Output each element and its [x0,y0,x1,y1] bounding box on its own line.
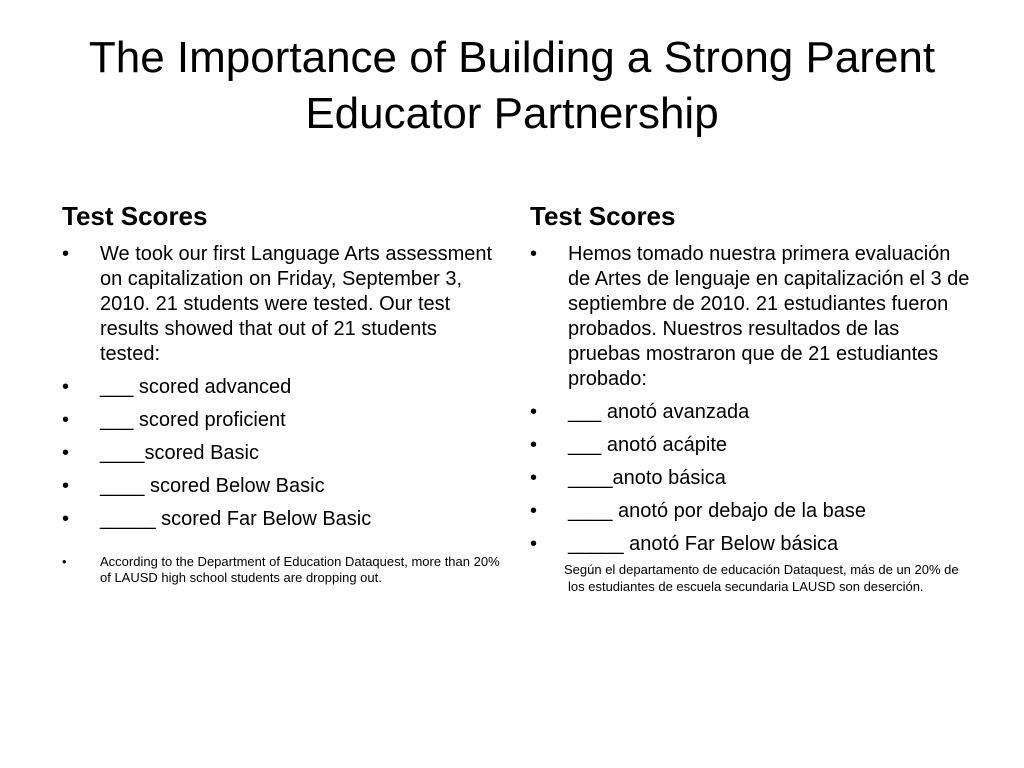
bullet-icon: • [530,467,538,489]
left-bullet-below-basic [62,474,502,499]
bullet-icon: • [62,376,70,398]
bullet-icon: • [530,401,538,423]
left-bullet-text: _____ scored Far Below Basic [100,508,372,530]
right-bullet-text: ___ anotó acápite [568,434,728,456]
bullet-icon: • [62,554,67,569]
right-bullet-text: Hemos tomado nuestra primera evaluación de Artes de lenguaje en capitalización el 3 de septiembre de 2010. 21 estudiantes fueron probados. Nuestros resultados de las pruebas mostraron que de 21 estudiantes probado: [568,243,970,390]
slide-title: The Importance of Building a Strong Parent Educator Partnership [88,33,936,138]
right-column [530,198,970,595]
bullet-icon: • [530,434,538,456]
bullet-icon: • [62,409,70,431]
left-bullet-text: We took our first Language Arts assessment on capitalization on Friday, September 3, 2010. 21 students were tested. Our test results showed that out of 21 students tested: [100,243,493,365]
right-bullet-below-basic [530,499,970,524]
bullet-icon: • [62,475,70,497]
right-bullet-text: ____ anotó por debajo de la base [568,500,867,522]
left-bullet-text: ____ scored Below Basic [100,475,325,497]
bullet-icon: • [62,442,70,464]
left-bullet-list [62,242,502,586]
bullet-icon: • [530,243,538,265]
right-bullet-text: ____anoto básica [568,467,726,489]
left-bullet-text: ___ scored advanced [100,376,292,398]
right-footnote: Según el departamento de educación Dataquest, más de un 20% de los estudiantes de escuela secundaria LAUSD son deserción. [564,562,959,594]
bullet-icon: • [62,508,70,530]
left-bullet-text: ___ scored proficient [100,409,286,431]
right-bullet-list [530,242,970,557]
left-bullet-proficient [62,408,502,433]
left-bullet-basic [62,441,502,466]
right-bullet-basic [530,466,970,491]
right-bullet-advanced [530,400,970,425]
left-footnote [62,554,502,586]
right-bullet-intro [530,242,970,392]
left-bullet-advanced [62,375,502,400]
left-bullet-text: ____scored Basic [100,442,259,464]
right-heading: Test Scores [530,201,676,231]
left-bullet-far-below-basic [62,507,502,532]
bullet-icon: • [530,533,538,555]
left-heading: Test Scores [62,201,208,231]
right-bullet-far-below-basic [530,532,970,557]
right-bullet-proficient [530,433,970,458]
right-bullet-text: ___ anotó avanzada [568,401,750,423]
left-column [62,198,502,594]
right-bullet-text: _____ anotó Far Below básica [568,533,839,555]
left-footnote-text: According to the Department of Education Dataquest, more than 20% of LAUSD high school students are dropping out. [100,554,500,585]
left-bullet-intro [62,242,502,367]
bullet-icon: • [62,243,70,265]
bullet-icon: • [530,500,538,522]
